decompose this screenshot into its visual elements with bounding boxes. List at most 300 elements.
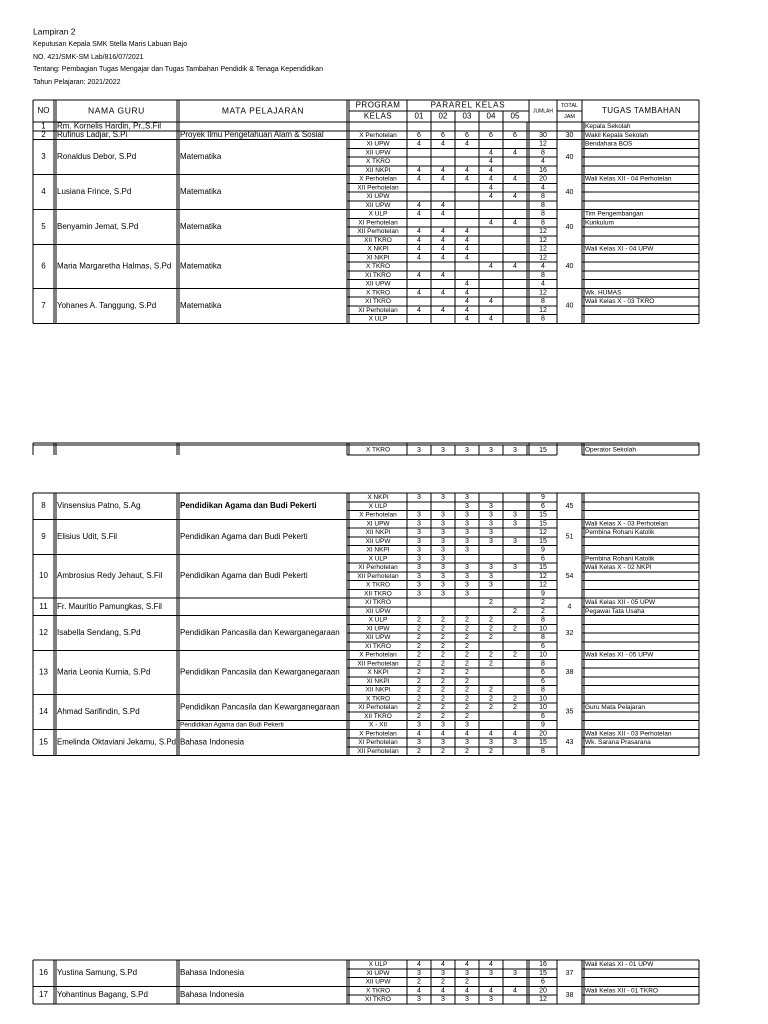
parallel-cell: 4 [465,289,469,297]
jumlah-cell: 10 [539,651,547,659]
parallel-cell: 2 [417,704,421,712]
parallel-cell: 4 [489,263,493,271]
parallel-cell: 4 [513,219,517,227]
jumlah-cell: 30 [539,131,547,139]
parallel-cell: 4 [465,730,469,738]
parallel-cell: 4 [465,236,469,244]
subject-name: Pendidikan Pancasila dan Kewarganegaraan [180,702,340,712]
jumlah-cell: 10 [539,704,547,712]
jumlah-cell: 4 [541,263,545,271]
parallel-cell: 2 [417,712,421,720]
parallel-cell: 2 [465,616,469,624]
kelas-cell: XI NKPI [366,546,390,554]
jumlah-cell: 4 [541,184,545,192]
total-jam-cell: 40 [565,188,574,196]
parallel-cell: 4 [441,987,445,995]
parallel-cell: 3 [441,529,445,537]
col-header-pararel-kelas: PARAREL KELAS [430,100,506,110]
parallel-cell: 3 [465,739,469,747]
total-jam-cell: 43 [565,739,574,747]
tugas-cell: Wali Kelas XI - 05 UPW [585,651,654,659]
parallel-cell: 3 [465,996,469,1004]
parallel-cell: 3 [465,581,469,589]
parallel-cell: 4 [417,210,421,218]
parallel-cell: 2 [417,651,421,659]
tugas-cell: Operator Sekolah [585,446,636,454]
kelas-cell: X ULP [368,961,388,969]
parallel-cell: 6 [489,131,493,139]
parallel-cell: 3 [441,564,445,572]
jumlah-cell: 8 [541,201,545,209]
parallel-cell: 3 [441,572,445,580]
kelas-cell: XI UPW [366,140,390,148]
jumlah-cell: 8 [541,219,545,227]
jumlah-cell: 6 [541,502,545,510]
kelas-cell: XI UPW [366,520,390,528]
col-header-jam: JAM [564,113,575,120]
parallel-cell: 3 [465,590,469,598]
parallel-cell: 3 [441,590,445,598]
parallel-cell: 3 [417,564,421,572]
parallel-cell: 3 [417,546,421,554]
parallel-cell: 4 [465,228,469,236]
parallel-cell: 4 [441,236,445,244]
col-header-kelas: KELAS [363,111,393,121]
jumlah-cell: 12 [539,289,547,297]
jumlah-cell: 15 [539,520,547,528]
parallel-cell: 3 [417,555,421,563]
parallel-cell: 3 [417,446,421,454]
parallel-cell: 4 [417,730,421,738]
parallel-cell: 4 [441,166,445,174]
parallel-cell: 4 [465,298,469,306]
doc-header-line: Tentang: Pembagian Tugas Mengajar dan Tugas Tambahan Pendidik & Tenaga Kependidikan [33,65,324,73]
parallel-cell: 4 [489,298,493,306]
jumlah-cell: 15 [539,564,547,572]
total-jam-cell: 40 [565,263,574,271]
parallel-cell: 4 [417,961,421,969]
parallel-cell: 2 [489,747,493,755]
kelas-cell: XII NKPI [365,166,391,174]
tugas-cell: Wali Kelas XII - 05 UPW [585,599,656,607]
kelas-cell: XI UPW [366,969,390,977]
parallel-cell: 2 [465,978,469,986]
kelas-cell: X TKRO [365,263,391,271]
parallel-cell: 2 [513,695,517,703]
kelas-cell: XI NKPI [366,677,390,685]
total-jam-cell: 51 [565,533,574,541]
jumlah-cell: 8 [541,634,545,642]
parallel-cell: 2 [489,634,493,642]
tugas-cell: Kepala Sekolah [585,123,631,131]
jumlah-cell: 20 [539,987,547,995]
parallel-cell: 4 [489,166,493,174]
parallel-cell: 2 [441,686,445,694]
parallel-cell: 2 [489,686,493,694]
parallel-cell: 2 [417,695,421,703]
subject-name: Pendidikan Agama dan Budi Pekerti [180,721,284,729]
jumlah-cell: 16 [539,166,547,174]
parallel-cell: 4 [465,166,469,174]
teacher-no: 8 [41,501,46,511]
parallel-cell: 3 [417,996,421,1004]
total-jam-cell: 30 [565,131,574,139]
parallel-cell: 2 [465,642,469,650]
parallel-cell: 6 [513,131,517,139]
parallel-cell: 2 [441,616,445,624]
teacher-no: 1 [41,121,46,131]
subject-name: Matematika [180,261,222,271]
parallel-cell: 2 [441,642,445,650]
parallel-cell: 4 [441,175,445,183]
kelas-cell: X - XII [368,721,388,729]
parallel-cell: 3 [441,581,445,589]
parallel-cell: 4 [417,254,421,262]
parallel-cell: 2 [417,978,421,986]
parallel-cell: 2 [417,677,421,685]
kelas-cell: X TKRO [365,446,391,454]
kelas-cell: XII UPW [365,149,391,157]
parallel-cell: 4 [441,201,445,209]
parallel-cell: 3 [513,446,517,454]
subject-name: Proyek Ilmu Pengetahuan Alam & Sosial [180,130,324,140]
subject-name: Bahasa Indonesia [180,737,245,747]
parallel-cell: 2 [417,616,421,624]
parallel-cell: 4 [417,166,421,174]
jumlah-cell: 12 [539,581,547,589]
jumlah-cell: 12 [539,306,547,314]
col-header-parallel: 02 [438,111,448,121]
parallel-cell: 2 [513,651,517,659]
tugas-cell: Pegawai Tata Usaha [585,607,645,615]
parallel-cell: 4 [417,201,421,209]
parallel-cell: 3 [465,969,469,977]
parallel-cell: 3 [417,520,421,528]
parallel-cell: 3 [441,546,445,554]
jumlah-cell: 9 [541,721,545,729]
parallel-cell: 4 [489,193,493,201]
parallel-cell: 2 [513,704,517,712]
parallel-cell: 3 [489,520,493,528]
parallel-cell: 4 [489,149,493,157]
teacher-no: 4 [41,187,46,197]
teacher-no: 13 [39,667,48,677]
kelas-cell: XII Perhotelan [357,184,399,192]
kelas-cell: X Perhotelan [359,175,397,183]
jumlah-cell: 12 [539,572,547,580]
parallel-cell: 3 [441,739,445,747]
parallel-cell: 2 [417,634,421,642]
parallel-cell: 4 [441,245,445,253]
parallel-cell: 4 [465,987,469,995]
tugas-cell: Wali Kelas XI - 01 UPW [585,961,654,969]
parallel-cell: 3 [441,996,445,1004]
kelas-cell: X Perhotelan [359,131,397,139]
col-header-parallel: 03 [462,111,472,121]
parallel-cell: 2 [417,660,421,668]
jumlah-cell: 15 [539,969,547,977]
parallel-cell: 2 [417,747,421,755]
parallel-cell: 4 [513,193,517,201]
parallel-cell: 2 [489,625,493,633]
parallel-cell: 4 [513,175,517,183]
parallel-cell: 4 [417,236,421,244]
teacher-no: 15 [39,737,48,747]
total-jam-cell: 40 [565,153,574,161]
teacher-name: Rufinus Ladjar, S.Pi [57,130,128,140]
col-header-nama-guru: NAMA GURU [88,105,145,116]
teacher-no: 2 [41,130,46,140]
jumlah-cell: 8 [541,686,545,694]
parallel-cell: 2 [513,625,517,633]
parallel-cell: 3 [465,520,469,528]
doc-header-line: Keputusan Kepala SMK Stella Maris Labuan Bajo [33,40,188,48]
total-jam-cell: 32 [565,629,574,637]
tugas-cell: Guru Mata Pelajaran [585,704,645,712]
subject-name: Matematika [180,300,222,310]
jumlah-cell: 8 [541,747,545,755]
doc-header-line: NO. 421/SMK-SM Lab/816/07/2021 [33,53,144,61]
total-jam-cell: 4 [567,603,572,611]
kelas-cell: XI Perhotelan [358,739,398,747]
subject-name: Pendidikan Pancasila dan Kewarganegaraan [180,628,340,638]
parallel-cell: 2 [489,704,493,712]
teacher-name: Elisius Udit, S.Fil [57,531,118,541]
parallel-cell: 3 [465,564,469,572]
parallel-cell: 4 [513,263,517,271]
parallel-cell: 3 [489,739,493,747]
jumlah-cell: 8 [541,660,545,668]
kelas-cell: XI TKRO [365,599,391,607]
parallel-cell: 4 [489,961,493,969]
tugas-cell: Wali Kelas X - 03 TKRO [585,298,655,306]
teacher-name: Yohanes A. Tanggung, S.Pd [57,300,157,310]
parallel-cell: 3 [465,529,469,537]
parallel-cell: 2 [441,978,445,986]
teacher-name: Rm. Kornelis Hardin, Pr.,S.Fil [57,121,162,131]
kelas-cell: X ULP [368,502,388,510]
parallel-cell: 3 [513,520,517,528]
total-jam-cell: 40 [565,302,574,310]
tugas-cell: Wali Kelas XI - 04 UPW [585,245,654,253]
jumlah-cell: 12 [539,140,547,148]
kelas-cell: XII UPW [365,537,391,545]
parallel-cell: 4 [489,315,493,323]
parallel-cell: 4 [441,210,445,218]
parallel-cell: 2 [417,642,421,650]
subject-name: Matematika [180,152,222,162]
parallel-cell: 2 [441,677,445,685]
kelas-cell: X NKPI [367,245,389,253]
parallel-cell: 3 [465,546,469,554]
teacher-name: Emelinda Oktaviani Jekamu, S.Pd [57,737,176,747]
parallel-cell: 3 [417,969,421,977]
jumlah-cell: 2 [541,607,545,615]
teacher-no: 17 [39,990,48,1000]
kelas-cell: XII TKRO [364,712,392,720]
tugas-cell: Wk. HUMAS [585,289,622,297]
teacher-name: Benyamin Jemat, S.Pd [57,222,139,232]
kelas-cell: XI Perhotelan [358,564,398,572]
teacher-no: 10 [39,571,48,581]
parallel-cell: 3 [417,494,421,502]
parallel-cell: 3 [465,572,469,580]
parallel-cell: 4 [513,987,517,995]
parallel-cell: 3 [465,537,469,545]
parallel-cell: 3 [441,511,445,519]
parallel-cell: 3 [441,555,445,563]
parallel-cell: 2 [489,616,493,624]
parallel-cell: 2 [441,625,445,633]
parallel-cell: 3 [441,969,445,977]
tugas-cell: Wakil Kepala Sekolah [585,131,648,139]
teacher-name: Maria Leonia Kurnia, S.Pd [57,667,151,677]
teacher-no: 7 [41,300,46,310]
tugas-cell: Pembina Rohani Katolik [585,555,655,563]
parallel-cell: 4 [441,730,445,738]
parallel-cell: 3 [441,721,445,729]
parallel-cell: 4 [489,730,493,738]
kelas-cell: XII Perhotelan [357,228,399,236]
parallel-cell: 3 [489,446,493,454]
parallel-cell: 2 [489,660,493,668]
parallel-cell: 2 [465,747,469,755]
parallel-cell: 2 [417,686,421,694]
jumlah-cell: 12 [539,996,547,1004]
parallel-cell: 4 [465,175,469,183]
parallel-cell: 3 [441,537,445,545]
total-jam-cell: 38 [565,669,574,677]
subject-name: Bahasa Indonesia [180,968,245,978]
kelas-cell: X Perhotelan [359,651,397,659]
teacher-name: Fr. Mauritio Pamungkas, S.Fil [57,601,162,611]
parallel-cell: 4 [417,140,421,148]
kelas-cell: XII NKPI [365,686,391,694]
parallel-cell: 3 [417,739,421,747]
parallel-cell: 2 [465,625,469,633]
kelas-cell: X TKRO [365,695,391,703]
kelas-cell: XI NKPI [366,254,390,262]
subject-name: Pendidikan Agama dan Budi Pekerti [180,501,317,511]
col-header-parallel: 05 [510,111,520,121]
parallel-cell: 3 [513,537,517,545]
jumlah-cell: 20 [539,730,547,738]
parallel-cell: 2 [441,634,445,642]
parallel-cell: 4 [465,315,469,323]
kelas-cell: XII UPW [365,280,391,288]
parallel-cell: 4 [441,254,445,262]
parallel-cell: 3 [489,996,493,1004]
jumlah-cell: 6 [541,978,545,986]
parallel-cell: 3 [417,537,421,545]
jumlah-cell: 12 [539,245,547,253]
subject-name: Pendidikan Agama dan Budi Pekerti [180,571,308,581]
kelas-cell: XII TKRO [364,590,392,598]
parallel-cell: 4 [489,175,493,183]
total-jam-cell: 45 [565,502,574,510]
teacher-name: Ahmad Sarifindin, S.Pd [57,706,140,716]
parallel-cell: 3 [489,511,493,519]
kelas-cell: X NKPI [367,669,389,677]
kelas-cell: XII UPW [365,978,391,986]
parallel-cell: 4 [417,245,421,253]
parallel-cell: 4 [465,961,469,969]
parallel-cell: 4 [441,228,445,236]
kelas-cell: XII UPW [365,634,391,642]
total-jam-cell: 38 [565,991,574,999]
teacher-no: 5 [41,222,46,232]
parallel-cell: 2 [489,651,493,659]
teacher-no: 16 [39,968,48,978]
kelas-cell: X TKRO [365,289,391,297]
parallel-cell: 4 [441,140,445,148]
parallel-cell: 4 [489,987,493,995]
parallel-cell: 3 [513,511,517,519]
tugas-cell: Wali Kelas XII - 01 TKRO [585,987,658,995]
col-header-total: TOTAL [560,102,579,109]
kelas-cell: XII Perhotelan [357,747,399,755]
parallel-cell: 2 [513,607,517,615]
jumlah-cell: 6 [541,677,545,685]
total-jam-cell: 35 [565,708,574,716]
parallel-cell: 3 [465,502,469,510]
jumlah-cell: 6 [541,712,545,720]
parallel-cell: 6 [417,131,421,139]
jumlah-cell: 9 [541,546,545,554]
total-jam-cell: 37 [565,969,574,977]
jumlah-cell: 8 [541,193,545,201]
parallel-cell: 4 [417,987,421,995]
parallel-cell: 3 [417,581,421,589]
kelas-cell: X TKRO [365,158,391,166]
subject-name: Matematika [180,222,222,232]
parallel-cell: 3 [489,502,493,510]
kelas-cell: X ULP [368,555,388,563]
jumlah-cell: 12 [539,529,547,537]
teacher-name: Vinsensius Patno, S.Ag [57,501,141,511]
parallel-cell: 2 [417,669,421,677]
teacher-name: Ambrosius Redy Jehaut, S.Fil [57,571,163,581]
jumlah-cell: 12 [539,254,547,262]
parallel-cell: 3 [489,564,493,572]
parallel-cell: 4 [417,271,421,279]
jumlah-cell: 10 [539,625,547,633]
parallel-cell: 2 [465,712,469,720]
parallel-cell: 4 [417,306,421,314]
parallel-cell: 2 [441,747,445,755]
parallel-cell: 4 [417,175,421,183]
parallel-cell: 3 [513,564,517,572]
parallel-cell: 3 [417,721,421,729]
parallel-cell: 4 [441,289,445,297]
teacher-no: 6 [41,261,46,271]
parallel-cell: 4 [465,140,469,148]
jumlah-cell: 9 [541,590,545,598]
parallel-cell: 3 [513,969,517,977]
parallel-cell: 3 [441,520,445,528]
tugas-cell: Wk. Sarana Prasarana [585,739,651,747]
parallel-cell: 3 [489,969,493,977]
tugas-cell: Pembina Rohani Katolik [585,529,655,537]
jumlah-cell: 8 [541,149,545,157]
parallel-cell: 2 [465,634,469,642]
teacher-no: 3 [41,152,46,162]
jumlah-cell: 12 [539,236,547,244]
kelas-cell: XII UPW [365,201,391,209]
teacher-no: 11 [39,601,48,611]
parallel-cell: 3 [417,511,421,519]
parallel-cell: 3 [417,590,421,598]
